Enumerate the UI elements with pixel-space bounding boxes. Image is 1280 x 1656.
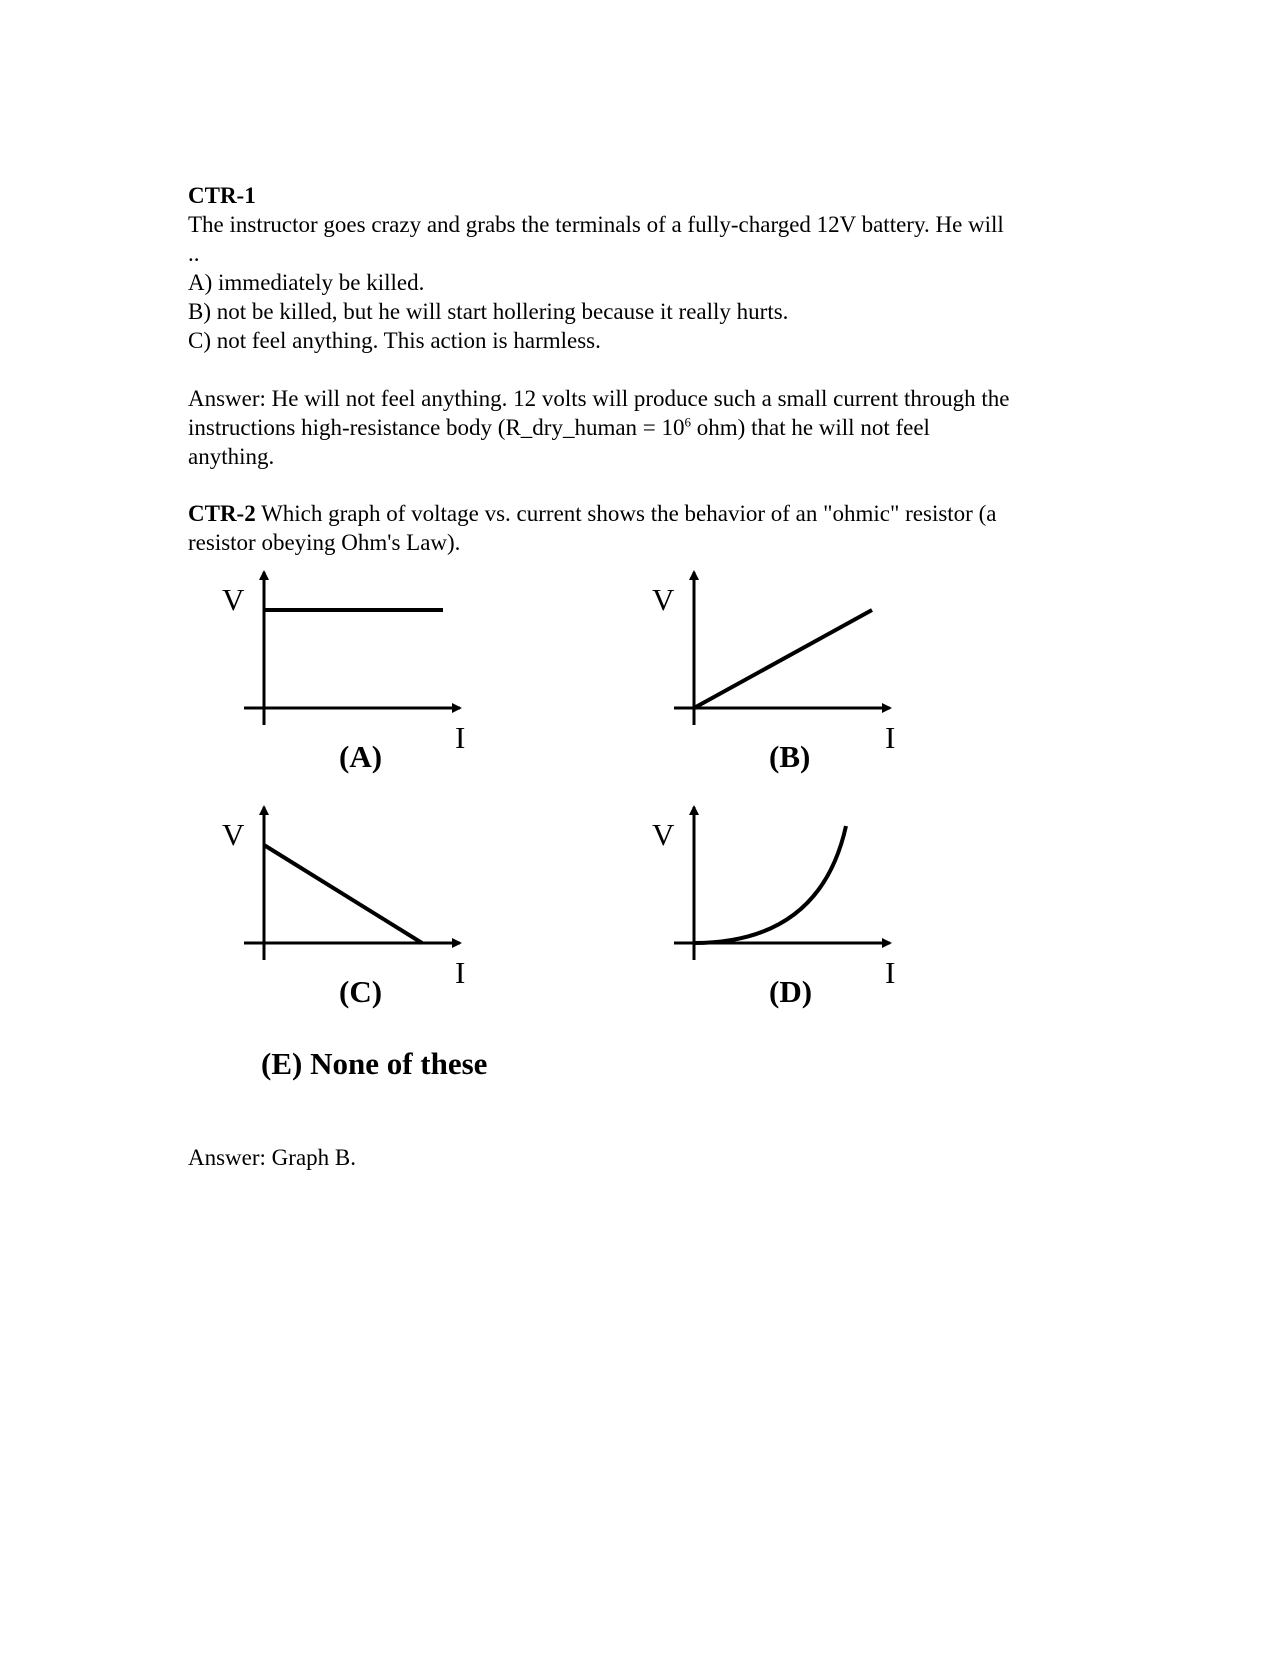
graph-d-curve — [694, 826, 846, 943]
ctr1-question-cont: .. — [188, 241, 200, 266]
ctr2-question-text: Which graph of voltage vs. current shows the behavior of an "ohmic" resistor (a — [255, 501, 997, 526]
ctr1-answer-line1: Answer: He will not feel anything. 12 volts will produce such a small current through the — [188, 386, 1010, 411]
ctr1-answer-text-b: ohm) that he will not feel — [691, 415, 930, 440]
graph-d-ylabel: V — [652, 817, 675, 852]
graph-c-caption: (C) — [339, 974, 383, 1009]
ctr1-answer-text-a: instructions high-resistance body (R_dry_human = 10 — [188, 415, 685, 440]
ctr2-question-cont: resistor obeying Ohm's Law). — [188, 530, 461, 555]
ctr1-question: The instructor goes crazy and grabs the terminals of a fully-charged 12V battery. He will — [188, 212, 1004, 237]
graph-d-caption: (D) — [769, 974, 813, 1009]
graph-b-curve — [694, 610, 872, 708]
graph-b-caption: (B) — [769, 739, 811, 774]
graph-b-ylabel: V — [652, 582, 675, 617]
ctr1-option-a: A) immediately be killed. — [188, 270, 425, 295]
graph-d — [652, 807, 895, 1009]
ctr1-answer-line3: anything. — [188, 444, 275, 469]
ctr2-title: CTR-2 — [188, 501, 256, 526]
graph-d-xlabel: I — [885, 955, 896, 990]
ctr1-answer-exponent: 6 — [684, 414, 692, 430]
ctr1-title: CTR-1 — [188, 183, 256, 208]
ctr2-answer: Answer: Graph B. — [188, 1145, 356, 1170]
graph-b-xlabel: I — [885, 720, 896, 755]
ctr1-option-c: C) not feel anything. This action is harmless. — [188, 328, 601, 353]
graph-c-ylabel: V — [222, 817, 245, 852]
graph-a-xlabel: I — [455, 720, 466, 755]
graph-a — [222, 572, 465, 774]
graph-c-xlabel: I — [455, 955, 466, 990]
graph-b — [652, 572, 895, 774]
graph-a-ylabel: V — [222, 582, 245, 617]
ctr2-option-e: (E) None of these — [261, 1046, 488, 1081]
graph-c-curve — [264, 845, 422, 943]
graph-a-caption: (A) — [339, 739, 383, 774]
ctr1-option-b: B) not be killed, but he will start hollering because it really hurts. — [188, 299, 789, 324]
graph-c — [222, 807, 465, 1009]
